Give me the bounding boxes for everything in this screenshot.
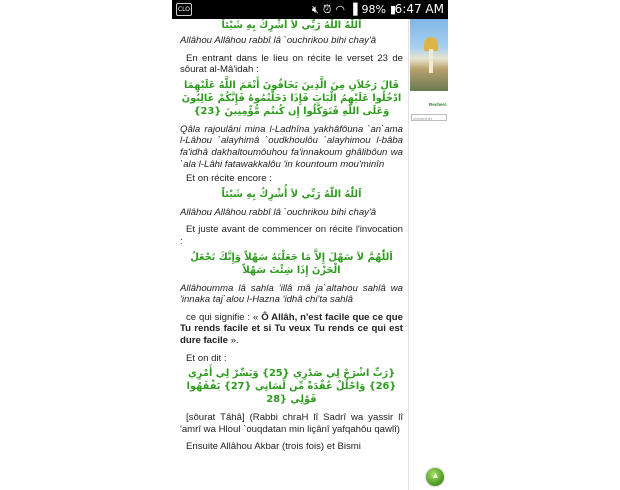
transliteration: Allâhou Allâhou rabbî lâ `ouchrikou bihi chay'â	[180, 206, 377, 218]
alarm-icon: ⏰︎	[322, 3, 332, 16]
notification-badge: CLO	[176, 3, 192, 16]
meaning-suffix: ».	[228, 334, 239, 346]
mosque-tower-shape	[429, 49, 433, 73]
search-label: Recherc	[429, 102, 447, 107]
article-content[interactable]	[172, 19, 408, 490]
status-icons	[312, 2, 396, 17]
status-bar	[172, 0, 448, 19]
paragraph-meaning	[180, 312, 403, 347]
meaning-text: Ô Allâh, n'est facile que ce que Tu rends facile et si Tu veux Tu rends ce qui est dure facile	[180, 311, 403, 346]
phone-screen	[172, 0, 448, 490]
paragraph: Et on dit :	[186, 352, 227, 364]
arabic-text: اَللّٰهُ اللّٰهُ رَبِّي لاَ أُشْرِكُ بِهِ شَيْئاً	[221, 188, 362, 200]
signal-icon: ▐	[349, 3, 358, 16]
arabic-text: اَللّٰهُ اللّٰهُ رَبِّي لاَ أُشْرِكُ بِهِ شَيْئاً	[221, 20, 362, 31]
meaning-prefix: ce qui signifie : «	[186, 311, 262, 323]
wifi-icon: ◠	[335, 3, 346, 16]
scroll-up-button[interactable]	[426, 468, 444, 486]
paragraph: Ensuite Allâhou Akbar (trois fois) et Bismi	[186, 441, 361, 453]
paragraph: En entrant dans le lieu on récite le verset 23 de sôurat al-Mâ'idah :	[180, 52, 403, 76]
search-input[interactable]: rechercher	[411, 114, 447, 121]
transliteration: Qâla rajoulâni mina l-Ladhîna yakhâfôuna `an`ama l-Lâhou `alayhimâ `oudkhoulôu `alayhimou l-bâba fa'idhâ dakhaltoumôuhou fa'innakoum ghâlibôun wa `ala l-Lâhi fatawakkalôu 'in kountoum mou'minîn	[180, 123, 403, 170]
transliteration: Allâhou Allâhou rabbî lâ `ouchrikou bihi chay'â	[180, 35, 377, 46]
battery-percent: 98%	[361, 3, 386, 16]
arrow-up-icon: ▲	[431, 470, 440, 480]
paragraph: [sôurat Tâhâ] (Rabbi chraH lî Sadrî wa yassir lî 'amrî wa Hloul `ouqdatan min liçânî yafqahôu qawlî)	[180, 412, 403, 435]
arabic-invocation: اَللّٰهُمَّ لاَ سَهْلَ إِلاَّ مَا جَعَلْتَهُ سَهْلاً وَإِنَّكَ تَجْعَلُ الْحَزْنَ إِذَا شِئْتَ سَهْلاً	[190, 251, 393, 276]
transliteration: Allâhoumma lâ sahla 'illâ mâ ja`altahou sahlâ wa 'innaka taj`alou l-Hazna 'idhâ chi'ta sahlâ	[180, 282, 403, 306]
clock: 6:47 AM	[394, 2, 444, 16]
paragraph: Et on récite encore :	[186, 173, 272, 185]
battery-icon: ▮	[389, 3, 396, 16]
side-column	[408, 19, 448, 490]
arabic-verse: قَالَ رَجُلاَنِ مِنَ الَّذِينَ يَخَافُونَ أَنْعَمَ اللَّهُ عَلَيْهِمَا ادْخُلُوا عَلَيْهِمُ الْبَابَ فَإِذَا دَخَلْتُمُوهُ فَإِنَّكُمْ غَالِبُونَ وَعَلَى اللَّهِ فَتَوَكَّلُوا إِن كُنتُم مُّؤْمِنِينَ {23}	[181, 79, 402, 117]
arabic-verse: {رَبِّ اشْرَحْ لِي صَدْرِي {25} وَيَسِّرْ لِي أَمْرِي {26} وَاحْلُلْ عُقْدَةً مِّن لِّسَانِي {27} يَفْقَهُوا قَوْلِي {28	[186, 368, 397, 406]
mute-icon: 🔇︎	[311, 3, 319, 16]
mosque-image[interactable]	[410, 19, 448, 91]
paragraph: Et juste avant de commencer on récite l'invocation :	[180, 224, 403, 247]
